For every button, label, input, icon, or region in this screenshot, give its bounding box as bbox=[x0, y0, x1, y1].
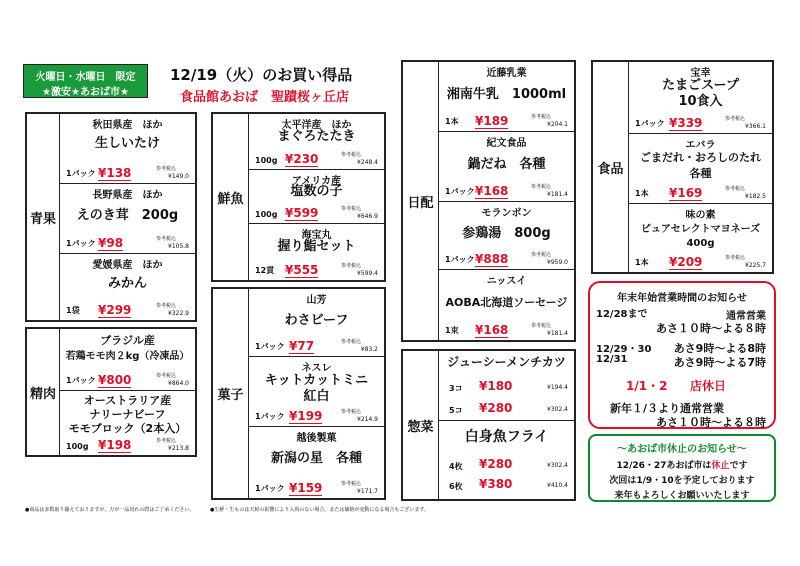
list-item bbox=[249, 224, 384, 280]
category-label: 鮮魚 bbox=[213, 114, 249, 280]
origin: モランボン bbox=[481, 208, 532, 219]
tax-price: ¥181.4 bbox=[547, 191, 568, 198]
price: ¥189 bbox=[475, 114, 509, 128]
footer-note-left: ●商品は多数取り揃えておりますが、万が一品切れの際はご了承ください。 bbox=[25, 507, 195, 513]
unit: 1パック bbox=[66, 376, 96, 385]
section-items bbox=[60, 329, 195, 455]
tax-price: ¥599.4 bbox=[357, 270, 378, 277]
section-items bbox=[249, 114, 384, 280]
product-name: AOBA北海道ソーセージ bbox=[445, 296, 568, 309]
tax-price: ¥194.4 bbox=[547, 384, 568, 391]
category-label: 日配 bbox=[403, 62, 439, 340]
notice-line: あさ１０時～よる８時 bbox=[656, 416, 766, 429]
notice-line: 12/31 bbox=[596, 354, 628, 365]
product-name: ジューシーメンチカツ bbox=[447, 355, 566, 369]
unit: 100g bbox=[255, 156, 278, 165]
ref-label: 参考税込 bbox=[341, 481, 362, 487]
product-name: 新潟の星 各種 bbox=[270, 451, 362, 466]
origin: ニッスイ bbox=[486, 276, 527, 287]
notice-line: 新年１/３より通常営業 bbox=[610, 402, 725, 415]
origin: 宝幸 bbox=[690, 68, 711, 79]
product-name-line2: 紅白 bbox=[303, 389, 330, 404]
product-name-line2: 10食入 bbox=[678, 94, 723, 109]
list-item bbox=[439, 421, 574, 499]
product-name: キットカットミニ bbox=[264, 373, 369, 388]
product-name-line2: 各種 bbox=[689, 167, 712, 180]
ref-label: 参考税込 bbox=[531, 184, 552, 190]
ref-label: 参考税込 bbox=[156, 236, 177, 242]
section-meat bbox=[25, 327, 197, 457]
tax-price: ¥366.1 bbox=[745, 123, 766, 130]
tax-price: ¥959.0 bbox=[547, 259, 568, 266]
ref-label: 参考税込 bbox=[531, 252, 552, 258]
unit: 1パック bbox=[255, 484, 285, 493]
closure-title: ～あおば市休止のお知らせ～ bbox=[617, 444, 747, 455]
tax-price: ¥225.7 bbox=[745, 262, 766, 269]
badge-line1: 火曜日・水曜日 限定 bbox=[35, 72, 136, 83]
unit: 5コ bbox=[449, 406, 463, 415]
unit: 1パック bbox=[445, 255, 475, 264]
origin: アメリカ産 bbox=[291, 176, 342, 187]
price: ¥280 bbox=[479, 401, 513, 415]
product-name: えのき茸 200g bbox=[76, 208, 179, 223]
price: ¥380 bbox=[479, 477, 513, 491]
product-name: 若鶏モモ肉２kg（冷凍品） bbox=[65, 351, 190, 362]
ref-label: 参考税込 bbox=[341, 409, 362, 415]
tax-price: ¥181.4 bbox=[547, 330, 568, 337]
closure-highlight: 休止 bbox=[711, 461, 730, 471]
list-item bbox=[439, 351, 574, 421]
tax-price: ¥182.5 bbox=[745, 193, 766, 200]
closure-line bbox=[590, 458, 774, 471]
list-item bbox=[249, 357, 384, 427]
closure-text: 12/26・27あおば市は bbox=[616, 461, 712, 471]
ref-label: 参考税込 bbox=[341, 263, 362, 269]
unit: 1パック bbox=[255, 412, 285, 421]
notice-title: 年末年始営業時間のお知らせ bbox=[617, 293, 747, 304]
list-item bbox=[249, 427, 384, 498]
tax-price: ¥204.1 bbox=[547, 121, 568, 128]
price: ¥198 bbox=[98, 438, 132, 452]
origin: 愛媛県産 ほか bbox=[92, 260, 163, 271]
ref-label: 参考税込 bbox=[725, 116, 746, 122]
product-name: 鍋だね 各種 bbox=[467, 157, 546, 172]
section-items bbox=[60, 114, 195, 320]
price: ¥230 bbox=[285, 152, 319, 166]
price: ¥299 bbox=[98, 303, 132, 317]
price: ¥77 bbox=[289, 339, 315, 353]
unit: 100g bbox=[255, 210, 278, 219]
unit: 4枚 bbox=[449, 462, 463, 471]
list-item bbox=[60, 391, 195, 455]
product-name: 湘南牛乳 1000ml bbox=[446, 87, 567, 102]
list-item bbox=[439, 132, 574, 202]
notice-line: あさ9時～よる8時 bbox=[673, 342, 766, 355]
ref-label: 参考税込 bbox=[341, 152, 362, 158]
list-item bbox=[249, 114, 384, 170]
unit: 1パック bbox=[255, 342, 285, 351]
section-deli bbox=[401, 349, 576, 501]
list-item bbox=[629, 134, 772, 204]
ref-label: 参考税込 bbox=[725, 186, 746, 192]
tax-price: ¥302.4 bbox=[547, 406, 568, 413]
ref-label: 参考税込 bbox=[341, 339, 362, 345]
list-item bbox=[60, 114, 195, 184]
tax-price: ¥302.4 bbox=[547, 462, 568, 469]
ref-label: 参考税込 bbox=[531, 323, 552, 329]
unit: 3コ bbox=[449, 384, 463, 393]
origin: オーストラリア産 bbox=[83, 394, 172, 407]
section-items bbox=[439, 351, 574, 499]
origin: 味の素 bbox=[685, 210, 716, 221]
notice-line: 1/1・2 bbox=[626, 379, 668, 393]
list-item bbox=[60, 254, 195, 320]
product-name: 塩数の子 bbox=[290, 184, 343, 199]
tax-price: ¥213.8 bbox=[168, 445, 189, 452]
price: ¥199 bbox=[289, 409, 323, 423]
price: ¥168 bbox=[475, 323, 509, 337]
price: ¥599 bbox=[285, 206, 319, 220]
tax-price: ¥864.0 bbox=[168, 380, 189, 387]
ref-label: 参考税込 bbox=[156, 303, 177, 309]
product-name: まぐろたたき bbox=[277, 129, 356, 144]
tax-price: ¥149.0 bbox=[168, 173, 189, 180]
list-item bbox=[60, 184, 195, 254]
ref-label: 参考税込 bbox=[156, 166, 177, 172]
notice-line: 通常営業 bbox=[726, 311, 766, 322]
unit: 1本 bbox=[635, 258, 649, 267]
ref-label: 参考税込 bbox=[725, 255, 746, 261]
ref-label: 参考税込 bbox=[531, 114, 552, 120]
origin: 山芳 bbox=[306, 295, 327, 306]
product-name-line2: モモブロック（2本入） bbox=[68, 422, 187, 435]
unit: 1束 bbox=[445, 326, 459, 335]
list-item bbox=[629, 204, 772, 272]
sale-badge bbox=[23, 64, 148, 98]
holiday-hours-notice bbox=[588, 281, 776, 429]
price: ¥98 bbox=[98, 236, 124, 250]
tax-price: ¥214.9 bbox=[357, 416, 378, 423]
closure-text: です bbox=[729, 461, 748, 471]
product-name-line2: 400g bbox=[686, 238, 715, 249]
price: ¥180 bbox=[479, 379, 513, 393]
product-name: 生しいたけ bbox=[94, 136, 160, 151]
price: ¥209 bbox=[669, 255, 703, 269]
closure-line: 来年もよろしくお願いいたします bbox=[614, 491, 750, 501]
origin: 海宝丸 bbox=[301, 230, 332, 241]
category-label: 菓子 bbox=[213, 289, 249, 498]
category-label: 食品 bbox=[593, 62, 629, 272]
product-name: わさビーフ bbox=[284, 313, 349, 328]
store-name: 食品館あおば 聖蹟桜ヶ丘店 bbox=[180, 90, 350, 105]
list-item bbox=[439, 62, 574, 132]
section-fish bbox=[211, 112, 386, 282]
origin: 紀文食品 bbox=[486, 138, 527, 149]
category-label: 精肉 bbox=[27, 329, 60, 455]
unit: 100g bbox=[66, 442, 89, 451]
tax-price: ¥410.4 bbox=[547, 482, 568, 489]
product-name: ナリーナビーフ bbox=[89, 408, 166, 421]
list-item bbox=[60, 329, 195, 391]
section-items bbox=[249, 289, 384, 498]
section-items bbox=[439, 62, 574, 340]
price: ¥800 bbox=[98, 373, 132, 387]
tax-price: ¥83.2 bbox=[360, 346, 378, 353]
price: ¥169 bbox=[669, 186, 703, 200]
unit: 1パック bbox=[445, 187, 475, 196]
price: ¥888 bbox=[475, 252, 509, 266]
notice-line: あさ9時～よる7時 bbox=[673, 356, 766, 369]
list-item bbox=[629, 62, 772, 134]
origin: 近藤乳業 bbox=[486, 68, 527, 79]
unit: 1本 bbox=[445, 117, 459, 126]
ref-label: 参考税込 bbox=[341, 206, 362, 212]
unit: 1袋 bbox=[66, 306, 80, 315]
category-label: 青果 bbox=[27, 114, 60, 320]
section-snacks bbox=[211, 287, 386, 500]
origin: 長野県産 ほか bbox=[92, 190, 163, 201]
origin: 秋田県産 ほか bbox=[92, 120, 163, 131]
tax-price: ¥171.7 bbox=[357, 488, 378, 495]
section-daily bbox=[401, 60, 576, 342]
notice-line: 店休日 bbox=[690, 379, 727, 393]
badge-line2: ★激安★あおば市★ bbox=[42, 87, 129, 98]
origin: エバラ bbox=[685, 140, 716, 151]
price: ¥168 bbox=[475, 184, 509, 198]
unit: 1パック bbox=[635, 119, 665, 128]
notice-line: あさ１０時～よる８時 bbox=[656, 322, 766, 335]
closure-line: 次回は1/9・10を予定しております bbox=[609, 476, 755, 486]
origin: 越後製菓 bbox=[296, 433, 337, 444]
unit: 6枚 bbox=[449, 482, 463, 491]
ref-label: 参考税込 bbox=[156, 438, 177, 444]
unit: 1本 bbox=[635, 189, 649, 198]
date-title: 12/19（火）のお買い得品 bbox=[170, 66, 353, 84]
product-name: ごまだれ・おろしのたれ bbox=[640, 151, 761, 164]
ref-label: 参考税込 bbox=[156, 373, 177, 379]
section-produce bbox=[25, 112, 197, 322]
product-name: みかん bbox=[107, 276, 147, 291]
unit: 12貫 bbox=[255, 266, 275, 275]
category-label: 惣菜 bbox=[403, 351, 439, 499]
footer-note-right: ●生鮮・生ものは天候の影響により入荷のない場合、または価格が変動になる場合もございます。 bbox=[210, 507, 429, 513]
notice-line: 12/28まで bbox=[596, 309, 648, 320]
list-item bbox=[249, 289, 384, 357]
tax-price: ¥105.8 bbox=[168, 243, 189, 250]
closure-notice bbox=[588, 434, 776, 502]
product-name: ピュアセレクトマヨネーズ bbox=[640, 224, 761, 235]
list-item bbox=[439, 202, 574, 270]
price: ¥555 bbox=[285, 263, 319, 277]
price: ¥280 bbox=[479, 457, 513, 471]
unit: 1パック bbox=[66, 239, 96, 248]
tax-price: ¥248.4 bbox=[357, 159, 378, 166]
price: ¥138 bbox=[98, 166, 132, 180]
unit: 1パック bbox=[66, 169, 96, 178]
product-name: 参鶏湯 800g bbox=[462, 226, 551, 241]
product-name: 白身魚フライ bbox=[464, 429, 549, 445]
origin: ブラジル産 bbox=[100, 334, 155, 347]
section-items bbox=[629, 62, 772, 272]
tax-price: ¥322.9 bbox=[168, 310, 189, 317]
origin: 太平洋産 ほか bbox=[281, 120, 352, 131]
list-item bbox=[439, 270, 574, 340]
origin: ネスレ bbox=[301, 363, 332, 374]
price: ¥339 bbox=[669, 116, 703, 130]
price: ¥159 bbox=[289, 481, 323, 495]
section-grocery bbox=[591, 60, 774, 274]
product-name: たまごスープ bbox=[662, 78, 739, 93]
product-name: 握り鮨セット bbox=[277, 239, 356, 254]
list-item bbox=[249, 170, 384, 224]
notice-line: 12/29・30 bbox=[596, 344, 652, 355]
tax-price: ¥646.9 bbox=[357, 213, 378, 220]
